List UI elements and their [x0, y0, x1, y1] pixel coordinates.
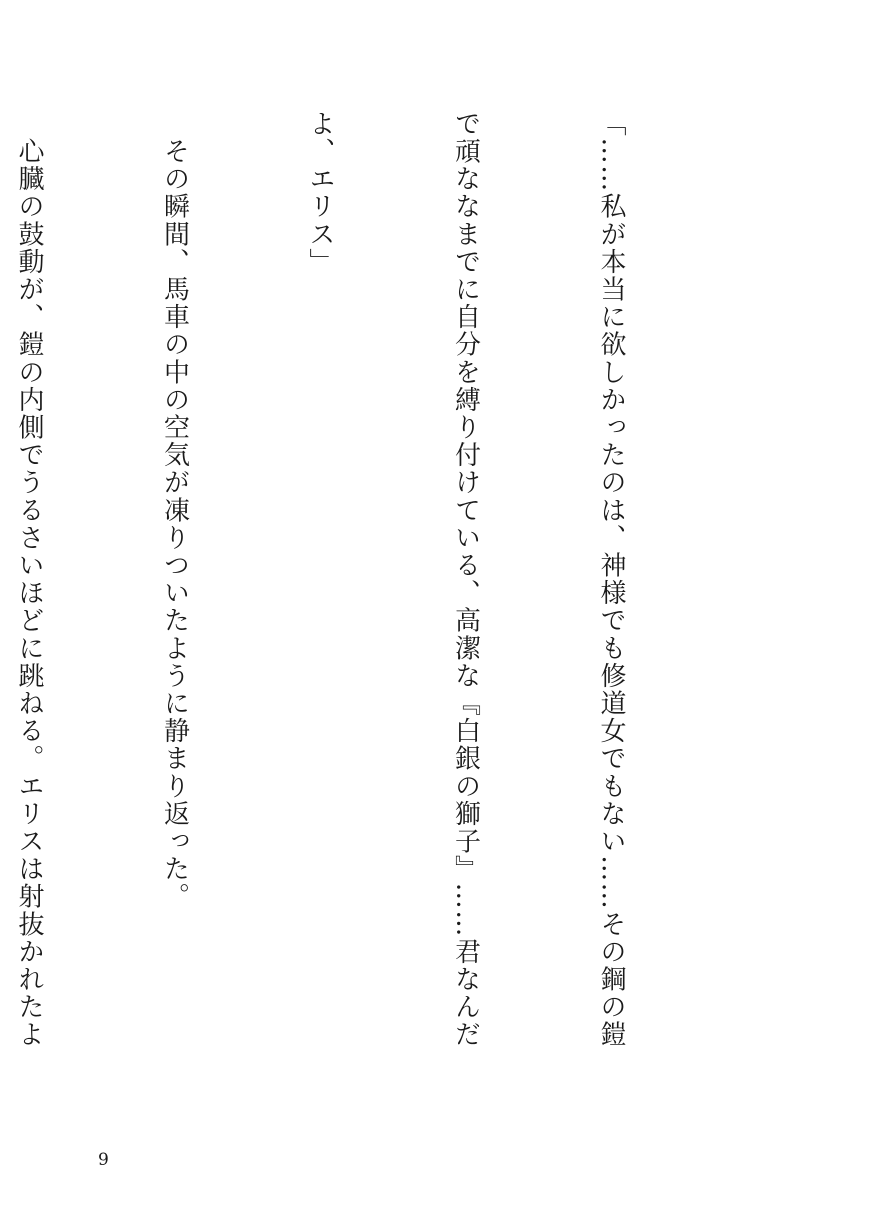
text-line: 心臓の鼓動が、鎧の内側でうるさいほどに跳ねる。エリスは射抜かれたよ — [14, 110, 44, 1049]
text-line: で頑ななまでに自分を縛り付けている、高潔な『白銀の獅子』……君なんだ — [450, 110, 481, 1049]
text-line: 「……私が本当に欲しかったのは、神様でも修道女でもない……その鋼の鎧 — [596, 110, 626, 1049]
vertical-text-body — [0, 110, 732, 1049]
text-line: よ、エリス」 — [305, 110, 335, 276]
page-number: 9 — [98, 1150, 109, 1170]
text-line: その瞬間、馬車の中の空気が凍りついたように静まり返った。 — [159, 110, 190, 911]
